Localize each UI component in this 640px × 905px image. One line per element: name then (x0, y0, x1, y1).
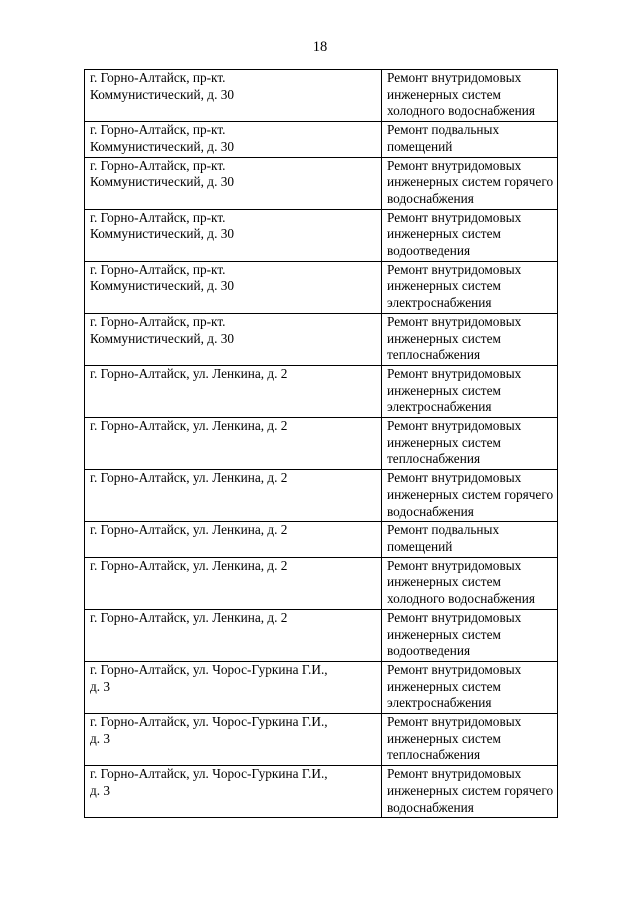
work-type-cell: Ремонт внутридомовых инженерных систем холодного водоснабжения (382, 70, 558, 122)
work-type-cell: Ремонт внутридомовых инженерных систем теплоснабжения (382, 714, 558, 766)
work-type-cell: Ремонт внутридомовых инженерных систем горячего водоснабжения (382, 766, 558, 818)
work-type-cell: Ремонт внутридомовых инженерных систем горячего водоснабжения (382, 470, 558, 522)
address-cell: г. Горно-Алтайск, ул. Чорос-Гуркина Г.И., д. 3 (85, 766, 382, 818)
table-row (85, 470, 558, 522)
address-cell: г. Горно-Алтайск, ул. Чорос-Гуркина Г.И., д. 3 (85, 714, 382, 766)
address-cell: г. Горно-Алтайск, пр-кт. Коммунистический, д. 30 (85, 261, 382, 313)
table-row (85, 157, 558, 209)
work-type-cell: Ремонт внутридомовых инженерных систем электроснабжения (382, 365, 558, 417)
address-cell: г. Горно-Алтайск, ул. Ленкина, д. 2 (85, 365, 382, 417)
address-cell: г. Горно-Алтайск, пр-кт. Коммунистический, д. 30 (85, 70, 382, 122)
table-row (85, 365, 558, 417)
table-row (85, 313, 558, 365)
address-cell: г. Горно-Алтайск, пр-кт. Коммунистический, д. 30 (85, 157, 382, 209)
table-row (85, 418, 558, 470)
table-row (85, 557, 558, 609)
table-row (85, 609, 558, 661)
address-cell: г. Горно-Алтайск, пр-кт. Коммунистический, д. 30 (85, 122, 382, 157)
work-type-cell: Ремонт внутридомовых инженерных систем теплоснабжения (382, 313, 558, 365)
table-row (85, 70, 558, 122)
address-cell: г. Горно-Алтайск, ул. Ленкина, д. 2 (85, 470, 382, 522)
address-cell: г. Горно-Алтайск, ул. Ленкина, д. 2 (85, 557, 382, 609)
work-type-cell: Ремонт внутридомовых инженерных систем водоотведения (382, 209, 558, 261)
address-cell: г. Горно-Алтайск, ул. Ленкина, д. 2 (85, 609, 382, 661)
address-cell: г. Горно-Алтайск, пр-кт. Коммунистический, д. 30 (85, 313, 382, 365)
work-type-cell: Ремонт внутридомовых инженерных систем холодного водоснабжения (382, 557, 558, 609)
address-cell: г. Горно-Алтайск, ул. Ленкина, д. 2 (85, 418, 382, 470)
address-cell: г. Горно-Алтайск, ул. Ленкина, д. 2 (85, 522, 382, 557)
works-table (84, 69, 558, 818)
work-type-cell: Ремонт внутридомовых инженерных систем водоотведения (382, 609, 558, 661)
address-cell: г. Горно-Алтайск, ул. Чорос-Гуркина Г.И., д. 3 (85, 661, 382, 713)
work-type-cell: Ремонт внутридомовых инженерных систем теплоснабжения (382, 418, 558, 470)
table-row (85, 714, 558, 766)
work-type-cell: Ремонт подвальных помещений (382, 522, 558, 557)
address-cell: г. Горно-Алтайск, пр-кт. Коммунистический, д. 30 (85, 209, 382, 261)
table-row (85, 209, 558, 261)
work-type-cell: Ремонт подвальных помещений (382, 122, 558, 157)
work-type-cell: Ремонт внутридомовых инженерных систем электроснабжения (382, 261, 558, 313)
table-row (85, 261, 558, 313)
work-type-cell: Ремонт внутридомовых инженерных систем горячего водоснабжения (382, 157, 558, 209)
table-row (85, 661, 558, 713)
table-row (85, 522, 558, 557)
table-row (85, 122, 558, 157)
table-row (85, 766, 558, 818)
work-type-cell: Ремонт внутридомовых инженерных систем электроснабжения (382, 661, 558, 713)
page-number: 18 (312, 39, 328, 55)
